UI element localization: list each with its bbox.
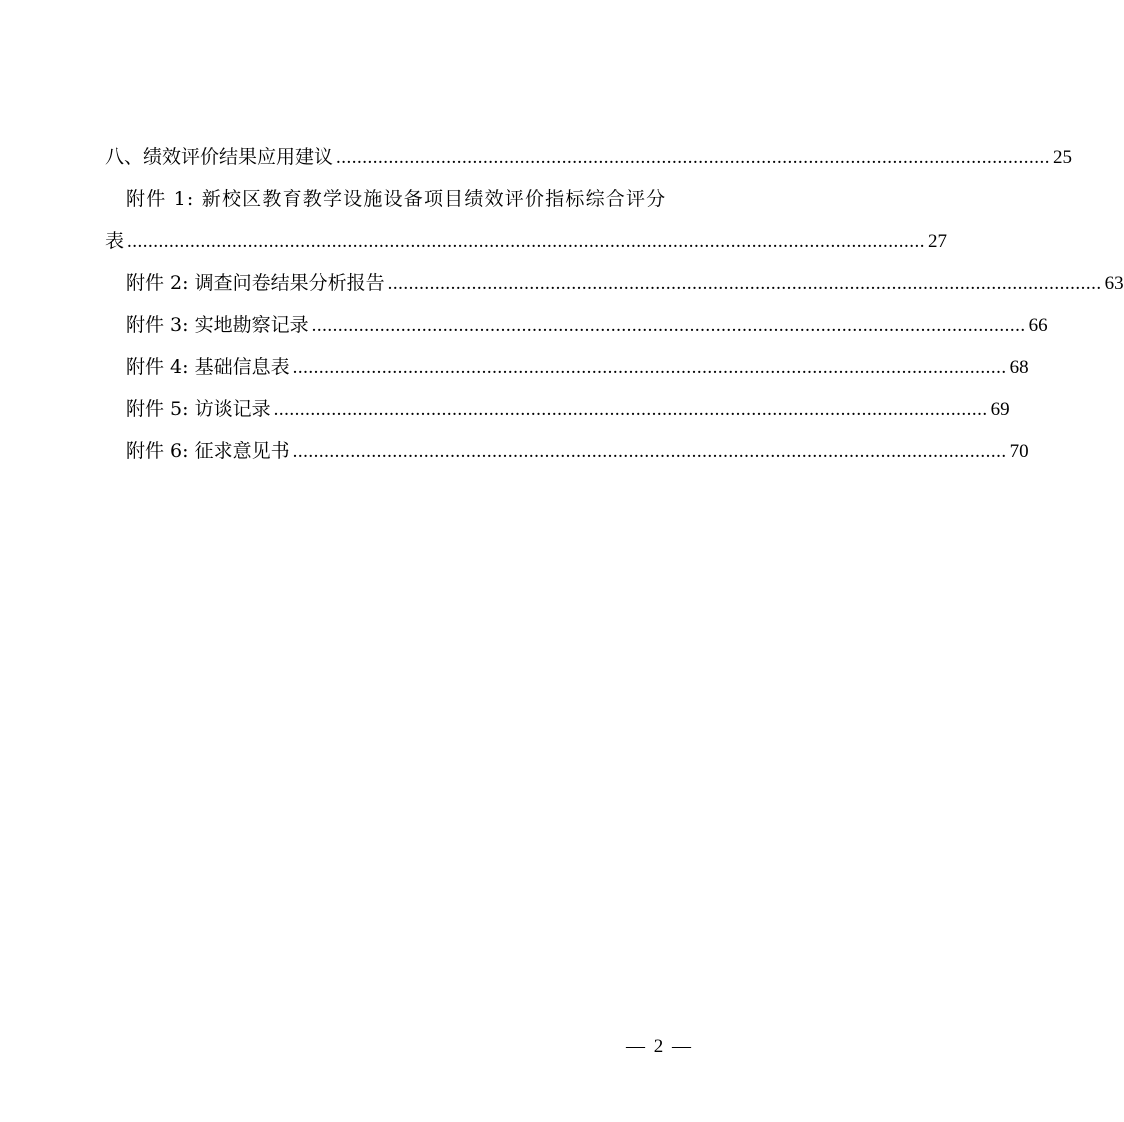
toc-leader-dots: ........................................................................................................................................................ <box>127 231 926 252</box>
toc-entry-title: 调查问卷结果分析报告 <box>194 272 385 294</box>
toc-entry-attachment-6[interactable] <box>105 430 1029 472</box>
toc-entry-prefix: 附件 5: <box>126 398 189 420</box>
toc-entry-label <box>126 304 309 346</box>
toc-entry-title: 征求意见书 <box>194 440 290 462</box>
toc-entry-title: 访谈记录 <box>194 398 271 420</box>
toc-entry-prefix: 附件 1: <box>126 188 195 210</box>
toc-leader-dots: ........................................................................................................................................ <box>273 399 988 420</box>
toc-entry-title-continued: 表 <box>105 230 125 252</box>
toc-entry-title: 新校区教育教学设施设备项目绩效评价指标综合评分 <box>201 188 667 210</box>
page-footer-number: — 2 — <box>626 1036 693 1057</box>
toc-entry-prefix: 附件 2: <box>126 272 189 294</box>
toc-page-number: 27 <box>928 231 948 252</box>
toc-leader-dots: ........................................................................................................................................ <box>387 273 1102 294</box>
toc-entry-attachment-1-line-2[interactable] <box>105 220 948 262</box>
toc-entry-prefix: 附件 4: <box>126 356 189 378</box>
toc-entry-attachment-5[interactable] <box>105 388 1010 430</box>
toc-entry-label <box>126 262 385 304</box>
toc-leader-dots: ........................................................................................................................................ <box>292 441 1007 462</box>
toc-leader-dots: ........................................................................................................................................ <box>311 315 1026 336</box>
toc-entry-section-8[interactable] <box>105 136 1073 178</box>
toc-page-number: 68 <box>1009 357 1029 378</box>
toc-leader-dots: ........................................................................................................................................ <box>292 357 1007 378</box>
toc-entry-label <box>126 388 271 430</box>
toc-entry-title: 实地勘察记录 <box>194 314 309 336</box>
table-of-contents <box>105 136 1124 472</box>
toc-leader-dots: ........................................................................................................................................ <box>336 147 1051 168</box>
toc-entry-attachment-2[interactable] <box>105 262 1124 304</box>
toc-entry-attachment-3[interactable] <box>105 304 1048 346</box>
toc-page-number: 70 <box>1009 441 1029 462</box>
toc-entry-label <box>126 430 290 472</box>
toc-entry-attachment-1-line-1[interactable] <box>105 178 667 220</box>
toc-entry-label <box>126 346 290 388</box>
toc-page-number: 69 <box>990 399 1010 420</box>
toc-entry-prefix: 附件 6: <box>126 440 189 462</box>
toc-page-number: 66 <box>1028 315 1048 336</box>
toc-page-number: 63 <box>1104 273 1124 294</box>
toc-entry-attachment-4[interactable] <box>105 346 1029 388</box>
toc-entry-prefix: 附件 3: <box>126 314 189 336</box>
toc-entry-title: 基础信息表 <box>194 356 290 378</box>
toc-page-number: 25 <box>1053 147 1073 168</box>
toc-entry-label: 八、绩效评价结果应用建议 <box>105 146 334 168</box>
